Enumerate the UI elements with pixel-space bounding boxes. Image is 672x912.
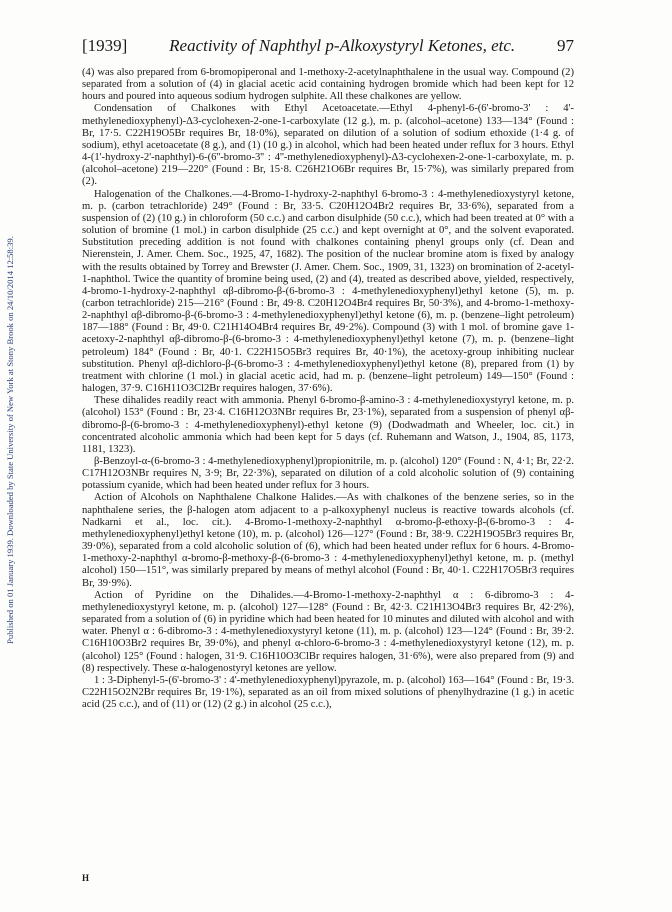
header-title: Reactivity of Naphthyl p-Alkoxystyryl Ketones, etc. xyxy=(169,36,516,55)
paragraph: Action of Alcohols on Naphthalene Chalkone Halides.—As with chalkones of the benzene series, so in the naphthalene series, the β-halogen atom adjacent to a p-alkoxyphenyl nucleus is reactive towards alcohols (cf. Nadkarni et al., loc. cit.). 4-Bromo-1-methoxy-2-naphthyl α-bromo-β-ethoxy-β-(6-bromo-3 : 4-methylenedioxyphenyl)ethyl ketone (10), m. p. (alcohol) 126—127° (Found : Br, 38·9. C22H19O5Br3 requires Br, 39·0%), separated from a cold alcoholic solution of (6), which had been heated under reflux for 6 hours. 4-Bromo-1-methoxy-2-naphthyl α-bromo-β-methoxy-β-(6-bromo-3 : 4-methylenedioxyphenyl)ethyl ketone, m. p. (methyl alcohol) 150—151°, was similarly prepared by means of methyl alcohol (Found : Br, 40·1. C22H17O5Br3 requires Br, 39·9%). xyxy=(82,492,574,589)
page-number: 97 xyxy=(556,36,574,55)
download-notice: Published on 01 January 1939. Downloaded by State University of New York at Stony Brook on 24/10/2014 12:58:39. xyxy=(5,236,16,644)
download-notice-sidebar xyxy=(3,20,17,860)
paragraph: Halogenation of the Chalkones.—4-Bromo-1-hydroxy-2-naphthyl 6-bromo-3 : 4-methylenedioxystyryl ketone, m. p. (carbon tetrachloride) 249° (Found : Br, 33·5. C20H12O4Br2 requires Br, 33·6%), separated from a suspension of (2) (10 g.) in chloroform (50 c.c.) and carbon disulphide (50 c.c.), which had been treated at 0° with a solution of bromine (1 mol.) in carbon disulphide (25 c.c.) and kept overnight at 0°, and the solvent evaporated. Substitution preceding addition is not found with chalkones containing phenyl groups only (cf. Dean and Nierenstein, J. Amer. Chem. Soc., 1925, 47, 1682). The position of the nuclear bromine atom is fixed by analogy with the results obtained by Torrey and Brewster (J. Amer. Chem. Soc., 1909, 31, 1323) on bromination of 2-acetyl-1-naphthol. Twice the quantity of bromine being used, (2) and (4), treated as described above, yielded, respectively, 4-bromo-1-hydroxy-2-naphthyl αβ-dibromo-β-(6-bromo-3 : 4-methylenedioxyphenyl)ethyl ketone (5), m. p. (carbon tetrachloride) 215—216° (Found : Br, 49·8. C20H12O4Br4 requires Br, 50·3%), and 4-bromo-1-methoxy-2-naphthyl αβ-dibromo-β-(6-bromo-3 : 4-methylenedioxyphenyl)ethyl ketone (6), m. p. (benzene–light petroleum) 187—188° (Found : Br, 49·0. C21H14O4Br4 requires Br, 49·2%). Compound (3) with 1 mol. of bromine gave 1-acetoxy-2-naphthyl αβ-dibromo-β-(6-bromo-3 : 4-methylenedioxyphenyl)ethyl ketone (7), m. p. (benzene–light petroleum) 184° (Found : Br, 40·1. C22H15O5Br3 requires Br, 40·1%), the acetoxy-group inhibiting nuclear substitution. Phenyl αβ-dichloro-β-(6-bromo-3 : 4-methylenedioxyphenyl)ethyl ketone (8), prepared from (1) by treatment with chlorine (1 mol.) in glacial acetic acid, had m. p. (benzene–light petroleum) 149—150° (Found : halogen, 37·9. C16H11O3Cl2Br requires halogen, 37·6%). xyxy=(82,188,574,395)
header-year: [1939] xyxy=(82,36,128,55)
paragraph: These dihalides readily react with ammonia. Phenyl 6-bromo-β-amino-3 : 4-methylenedioxystyryl ketone, m. p. (alcohol) 153° (Found : Br, 23·4. C16H12O3NBr requires Br, 23·1%), separated from a suspension of phenyl αβ-dibromo-β-(6-bromo-3 : 4-methylenedioxyphenyl)-ethyl ketone (9) (Dodwadmath and Wheeler, loc. cit.) in concentrated alcoholic ammonia which had been kept for 5 days (cf. Ruhemann and Watson, J., 1904, 85, 1173, 1181, 1323). xyxy=(82,395,574,455)
paragraph: Action of Pyridine on the Dihalides.—4-Bromo-1-methoxy-2-naphthyl α : 6-dibromo-3 : 4-methylenedioxystyryl ketone, m. p. (alcohol) 127—128° (Found : Br, 42·3. C21H13O4Br3 requires Br, 42·2%), separated from a solution of (6) in pyridine which had been heated for 10 minutes and diluted with alcohol and with water. Phenyl α : 6-dibromo-3 : 4-methylenedioxystyryl ketone (11), m. p. (alcohol) 123—124° (Found : Br, 39·2. C16H10O3Br2 requires Br, 39·0%), and phenyl α-chloro-6-bromo-3 : 4-methylenedioxystyryl ketone (12), m. p. (alcohol) 125° (Found : halogen, 31·9. C16H10O3ClBr requires halogen, 31·6%), were also prepared from (9) and (8) respectively. These α-halogenostyryl ketones are yellow. xyxy=(82,589,574,674)
paragraph: (4) was also prepared from 6-bromopiperonal and 1-methoxy-2-acetylnaphthalene in the usual way. Compound (2) separated from a solution of (4) in glacial acetic acid containing hydrogen bromide which had been kept for 12 hours and poured into aqueous sodium hydrogen sulphite. All these chalkones are yellow. xyxy=(82,67,574,103)
paragraph: β-Benzoyl-α-(6-bromo-3 : 4-methylenedioxyphenyl)propionitrile, m. p. (alcohol) 120° (Found : N, 4·1; Br, 22·2. C17H12O3NBr requires N, 3·9; Br, 22·3%), separated on dilution of a cold alcoholic solution of (9) containing potassium cyanide, which had been heated under reflux for 3 hours. xyxy=(82,456,574,492)
paragraph: 1 : 3-Diphenyl-5-(6'-bromo-3' : 4'-methylenedioxyphenyl)pyrazole, m. p. (alcohol) 163—164° (Found : Br, 19·3. C22H15O2N2Br requires Br, 19·1%), separated as an oil from mixed solutions of phenylhydrazine (1 g.) in acetic acid (25 c.c.), and of (11) or (12) (2 g.) in alcohol (25 c.c.), xyxy=(82,674,574,711)
body-text xyxy=(82,67,574,711)
running-header xyxy=(82,36,574,58)
paragraph: Condensation of Chalkones with Ethyl Acetoacetate.—Ethyl 4-phenyl-6-(6'-bromo-3' : 4'-methylenedioxyphenyl)-Δ3-cyclohexen-2-one-1-carboxylate (12 g.), m. p. (alcohol–acetone) 133—134° (Found : Br, 17·5. C22H19O5Br requires Br, 18·0%), separated on dilution of a solution of sodium ethoxide (1·4 g. of sodium), ethyl acetoacetate (8 g.), and (1) (10 g.) in alcohol, which had been heated under reflux for 3 hours. Ethyl 4-(1'-hydroxy-2'-naphthyl)-6-(6''-bromo-3'' : 4''-methylenedioxyphenyl)-Δ3-cyclohexen-2-one-1-carboxylate, m. p. (alcohol–acetone) 219—220° (Found : Br, 15·8. C26H21O6Br requires Br, 15·7%), was similarly prepared from (2). xyxy=(82,103,574,188)
signature-mark: H xyxy=(82,873,90,883)
